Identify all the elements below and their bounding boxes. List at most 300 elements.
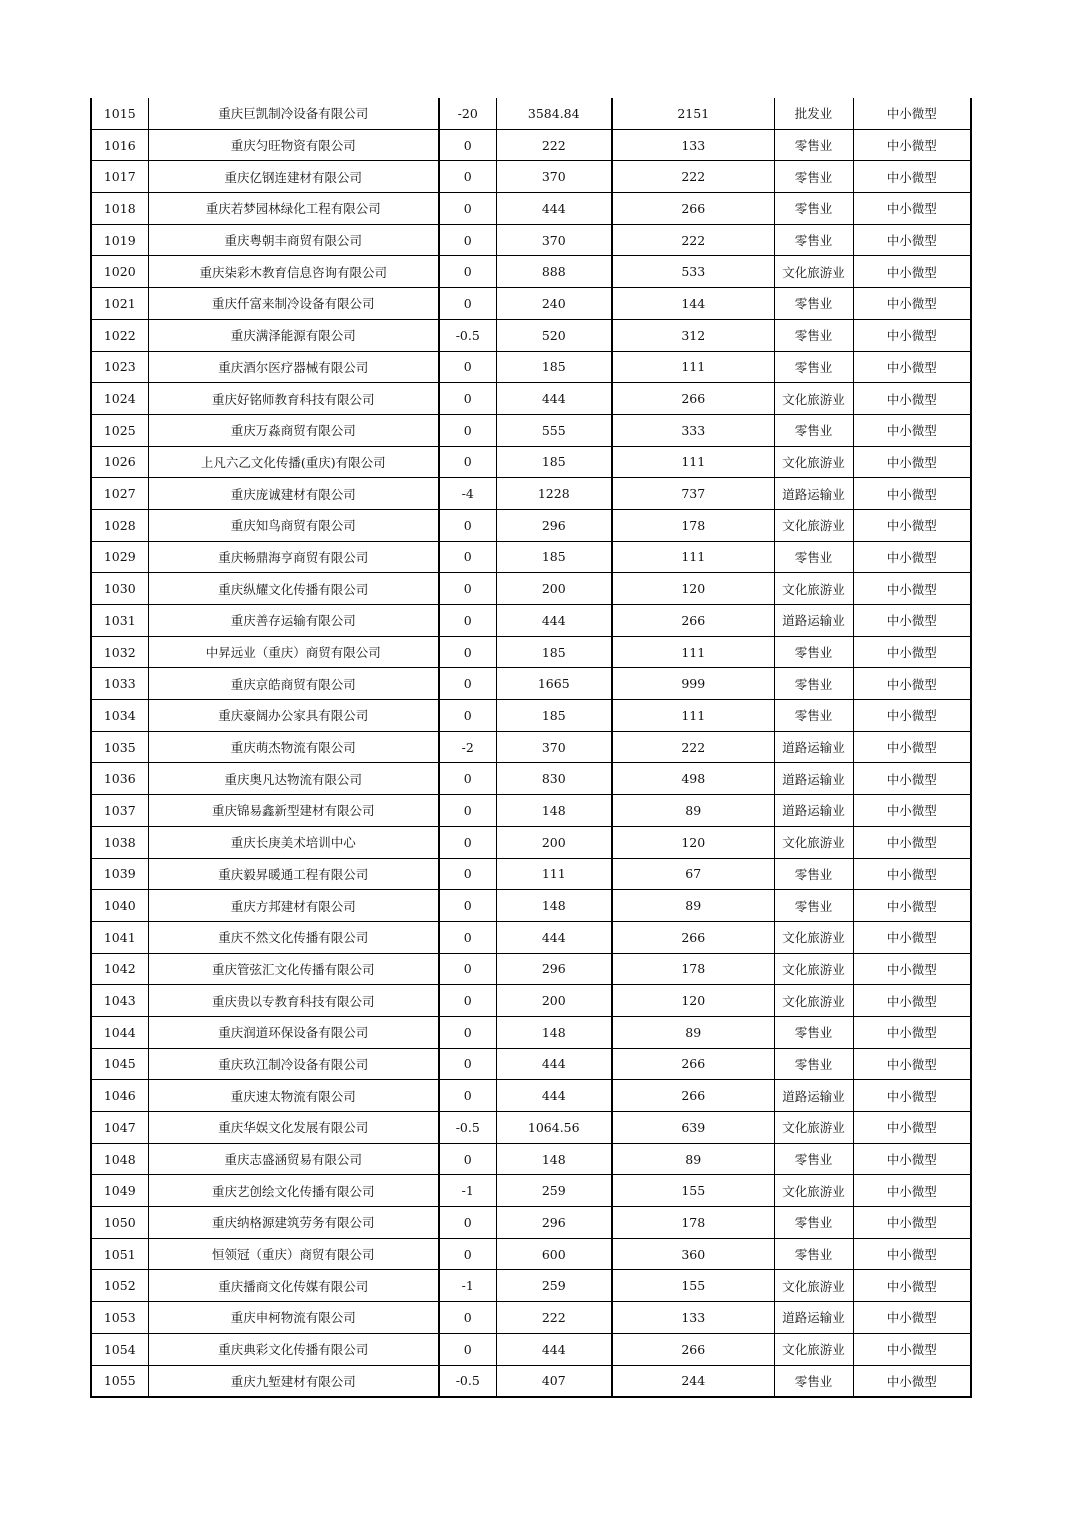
industry-cell: 零售业: [774, 636, 853, 668]
adjustment-value-cell: 0: [439, 921, 496, 953]
table-row: [91, 668, 971, 700]
row-number-cell: 1037: [91, 795, 148, 827]
row-number-cell: 1040: [91, 890, 148, 922]
amount-cell: 888: [496, 256, 612, 288]
amount-cell: 444: [496, 921, 612, 953]
table-row: [91, 161, 971, 193]
row-number-cell: 1044: [91, 1016, 148, 1048]
row-number-cell: 1027: [91, 478, 148, 510]
adjustment-value-cell: -0.5: [439, 1112, 496, 1144]
industry-cell: 文化旅游业: [774, 256, 853, 288]
adjustment-value-cell: 0: [439, 763, 496, 795]
enterprise-table: [90, 98, 972, 1398]
amount-cell: 200: [496, 573, 612, 605]
adjustment-value-cell: 0: [439, 383, 496, 415]
company-name-cell: 上凡六乙文化传播(重庆)有限公司: [148, 446, 439, 478]
enterprise-size-cell: 中小微型: [853, 288, 971, 320]
enterprise-size-cell: 中小微型: [853, 1270, 971, 1302]
subsidy-value-cell: 737: [612, 478, 774, 510]
row-number-cell: 1046: [91, 1080, 148, 1112]
subsidy-value-cell: 178: [612, 509, 774, 541]
company-name-cell: 重庆播商文化传媒有限公司: [148, 1270, 439, 1302]
table-row: [91, 1016, 971, 1048]
amount-cell: 444: [496, 193, 612, 225]
industry-cell: 零售业: [774, 541, 853, 573]
adjustment-value-cell: -1: [439, 1175, 496, 1207]
amount-cell: 222: [496, 1302, 612, 1334]
amount-cell: 830: [496, 763, 612, 795]
subsidy-value-cell: 999: [612, 668, 774, 700]
enterprise-size-cell: 中小微型: [853, 795, 971, 827]
table-row: [91, 129, 971, 161]
subsidy-value-cell: 155: [612, 1175, 774, 1207]
table-row: [91, 256, 971, 288]
amount-cell: 370: [496, 161, 612, 193]
table-row: [91, 890, 971, 922]
adjustment-value-cell: -4: [439, 478, 496, 510]
enterprise-size-cell: 中小微型: [853, 351, 971, 383]
adjustment-value-cell: 0: [439, 1207, 496, 1239]
row-number-cell: 1051: [91, 1238, 148, 1270]
row-number-cell: 1039: [91, 858, 148, 890]
subsidy-value-cell: 120: [612, 826, 774, 858]
row-number-cell: 1024: [91, 383, 148, 415]
industry-cell: 零售业: [774, 1048, 853, 1080]
company-name-cell: 重庆善存运输有限公司: [148, 605, 439, 637]
adjustment-value-cell: 0: [439, 541, 496, 573]
company-name-cell: 重庆巨凯制冷设备有限公司: [148, 98, 439, 129]
subsidy-value-cell: 133: [612, 129, 774, 161]
enterprise-size-cell: 中小微型: [853, 256, 971, 288]
amount-cell: 148: [496, 1016, 612, 1048]
company-name-cell: 重庆速太物流有限公司: [148, 1080, 439, 1112]
row-number-cell: 1047: [91, 1112, 148, 1144]
industry-cell: 零售业: [774, 858, 853, 890]
amount-cell: 185: [496, 700, 612, 732]
company-name-cell: 重庆好铭师教育科技有限公司: [148, 383, 439, 415]
table-row: [91, 193, 971, 225]
table-row: [91, 1238, 971, 1270]
amount-cell: 296: [496, 509, 612, 541]
adjustment-value-cell: 0: [439, 1238, 496, 1270]
enterprise-size-cell: 中小微型: [853, 224, 971, 256]
subsidy-value-cell: 533: [612, 256, 774, 288]
industry-cell: 文化旅游业: [774, 1270, 853, 1302]
adjustment-value-cell: 0: [439, 129, 496, 161]
industry-cell: 文化旅游业: [774, 921, 853, 953]
row-number-cell: 1020: [91, 256, 148, 288]
amount-cell: 296: [496, 953, 612, 985]
row-number-cell: 1035: [91, 731, 148, 763]
table-row: [91, 1333, 971, 1365]
subsidy-value-cell: 266: [612, 383, 774, 415]
amount-cell: 1228: [496, 478, 612, 510]
table-row: [91, 224, 971, 256]
amount-cell: 200: [496, 985, 612, 1017]
adjustment-value-cell: 0: [439, 826, 496, 858]
amount-cell: 1665: [496, 668, 612, 700]
table-row: [91, 383, 971, 415]
enterprise-size-cell: 中小微型: [853, 193, 971, 225]
adjustment-value-cell: 0: [439, 414, 496, 446]
row-number-cell: 1025: [91, 414, 148, 446]
enterprise-size-cell: 中小微型: [853, 383, 971, 415]
company-name-cell: 重庆方邦建材有限公司: [148, 890, 439, 922]
company-name-cell: 重庆不然文化传播有限公司: [148, 921, 439, 953]
subsidy-value-cell: 498: [612, 763, 774, 795]
table-row: [91, 446, 971, 478]
row-number-cell: 1034: [91, 700, 148, 732]
row-number-cell: 1022: [91, 319, 148, 351]
industry-cell: 零售业: [774, 890, 853, 922]
amount-cell: 3584.84: [496, 98, 612, 129]
amount-cell: 185: [496, 351, 612, 383]
subsidy-value-cell: 266: [612, 921, 774, 953]
adjustment-value-cell: -20: [439, 98, 496, 129]
row-number-cell: 1042: [91, 953, 148, 985]
row-number-cell: 1015: [91, 98, 148, 129]
amount-cell: 148: [496, 1143, 612, 1175]
enterprise-size-cell: 中小微型: [853, 1048, 971, 1080]
adjustment-value-cell: 0: [439, 446, 496, 478]
company-name-cell: 恒领冠（重庆）商贸有限公司: [148, 1238, 439, 1270]
subsidy-value-cell: 111: [612, 541, 774, 573]
adjustment-value-cell: 0: [439, 224, 496, 256]
row-number-cell: 1026: [91, 446, 148, 478]
row-number-cell: 1053: [91, 1302, 148, 1334]
table-row: [91, 1080, 971, 1112]
table-row: [91, 953, 971, 985]
adjustment-value-cell: 0: [439, 858, 496, 890]
industry-cell: 文化旅游业: [774, 573, 853, 605]
row-number-cell: 1049: [91, 1175, 148, 1207]
amount-cell: 259: [496, 1175, 612, 1207]
table-row: [91, 700, 971, 732]
industry-cell: 文化旅游业: [774, 826, 853, 858]
adjustment-value-cell: -1: [439, 1270, 496, 1302]
table-row: [91, 351, 971, 383]
company-name-cell: 重庆贵以专教育科技有限公司: [148, 985, 439, 1017]
company-name-cell: 重庆玖江制冷设备有限公司: [148, 1048, 439, 1080]
table-row: [91, 98, 971, 129]
industry-cell: 道路运输业: [774, 795, 853, 827]
enterprise-size-cell: 中小微型: [853, 541, 971, 573]
subsidy-value-cell: 266: [612, 1080, 774, 1112]
industry-cell: 批发业: [774, 98, 853, 129]
enterprise-size-cell: 中小微型: [853, 98, 971, 129]
industry-cell: 零售业: [774, 700, 853, 732]
enterprise-size-cell: 中小微型: [853, 1333, 971, 1365]
amount-cell: 407: [496, 1365, 612, 1397]
amount-cell: 370: [496, 731, 612, 763]
adjustment-value-cell: 0: [439, 668, 496, 700]
row-number-cell: 1030: [91, 573, 148, 605]
company-name-cell: 重庆畅鼎海亨商贸有限公司: [148, 541, 439, 573]
subsidy-value-cell: 144: [612, 288, 774, 320]
company-name-cell: 重庆华娱文化发展有限公司: [148, 1112, 439, 1144]
table-body: [91, 98, 971, 1397]
row-number-cell: 1038: [91, 826, 148, 858]
company-name-cell: 重庆粤朝丰商贸有限公司: [148, 224, 439, 256]
row-number-cell: 1023: [91, 351, 148, 383]
enterprise-size-cell: 中小微型: [853, 161, 971, 193]
subsidy-value-cell: 89: [612, 890, 774, 922]
row-number-cell: 1054: [91, 1333, 148, 1365]
adjustment-value-cell: -0.5: [439, 319, 496, 351]
table-row: [91, 1270, 971, 1302]
company-name-cell: 重庆九堑建材有限公司: [148, 1365, 439, 1397]
row-number-cell: 1021: [91, 288, 148, 320]
row-number-cell: 1017: [91, 161, 148, 193]
industry-cell: 零售业: [774, 288, 853, 320]
company-name-cell: 重庆万淼商贸有限公司: [148, 414, 439, 446]
table-row: [91, 414, 971, 446]
row-number-cell: 1041: [91, 921, 148, 953]
subsidy-value-cell: 67: [612, 858, 774, 890]
industry-cell: 文化旅游业: [774, 509, 853, 541]
industry-cell: 文化旅游业: [774, 1112, 853, 1144]
row-number-cell: 1031: [91, 605, 148, 637]
amount-cell: 555: [496, 414, 612, 446]
row-number-cell: 1028: [91, 509, 148, 541]
adjustment-value-cell: 0: [439, 1048, 496, 1080]
amount-cell: 185: [496, 636, 612, 668]
enterprise-size-cell: 中小微型: [853, 478, 971, 510]
table-row: [91, 1365, 971, 1397]
table-row: [91, 731, 971, 763]
table-row: [91, 858, 971, 890]
company-name-cell: 中昇远业（重庆）商贸有限公司: [148, 636, 439, 668]
company-name-cell: 重庆仟富来制冷设备有限公司: [148, 288, 439, 320]
adjustment-value-cell: 0: [439, 1333, 496, 1365]
enterprise-size-cell: 中小微型: [853, 826, 971, 858]
company-name-cell: 重庆纵耀文化传播有限公司: [148, 573, 439, 605]
enterprise-size-cell: 中小微型: [853, 509, 971, 541]
industry-cell: 文化旅游业: [774, 383, 853, 415]
adjustment-value-cell: 0: [439, 605, 496, 637]
company-name-cell: 重庆申柯物流有限公司: [148, 1302, 439, 1334]
enterprise-size-cell: 中小微型: [853, 921, 971, 953]
table-row: [91, 763, 971, 795]
industry-cell: 文化旅游业: [774, 1333, 853, 1365]
subsidy-value-cell: 266: [612, 1048, 774, 1080]
subsidy-value-cell: 266: [612, 193, 774, 225]
company-name-cell: 重庆奥凡达物流有限公司: [148, 763, 439, 795]
amount-cell: 444: [496, 605, 612, 637]
subsidy-value-cell: 133: [612, 1302, 774, 1334]
enterprise-size-cell: 中小微型: [853, 890, 971, 922]
row-number-cell: 1018: [91, 193, 148, 225]
row-number-cell: 1050: [91, 1207, 148, 1239]
company-name-cell: 重庆毅昇暖通工程有限公司: [148, 858, 439, 890]
subsidy-value-cell: 178: [612, 953, 774, 985]
subsidy-value-cell: 111: [612, 351, 774, 383]
subsidy-value-cell: 266: [612, 605, 774, 637]
industry-cell: 零售业: [774, 129, 853, 161]
enterprise-size-cell: 中小微型: [853, 953, 971, 985]
company-name-cell: 重庆长庚美术培训中心: [148, 826, 439, 858]
adjustment-value-cell: 0: [439, 351, 496, 383]
enterprise-size-cell: 中小微型: [853, 1238, 971, 1270]
amount-cell: 111: [496, 858, 612, 890]
amount-cell: 200: [496, 826, 612, 858]
industry-cell: 零售业: [774, 414, 853, 446]
amount-cell: 185: [496, 541, 612, 573]
industry-cell: 文化旅游业: [774, 953, 853, 985]
industry-cell: 零售业: [774, 319, 853, 351]
industry-cell: 道路运输业: [774, 1080, 853, 1112]
industry-cell: 零售业: [774, 224, 853, 256]
amount-cell: 296: [496, 1207, 612, 1239]
adjustment-value-cell: 0: [439, 985, 496, 1017]
amount-cell: 148: [496, 795, 612, 827]
adjustment-value-cell: -2: [439, 731, 496, 763]
row-number-cell: 1045: [91, 1048, 148, 1080]
enterprise-size-cell: 中小微型: [853, 1016, 971, 1048]
adjustment-value-cell: -0.5: [439, 1365, 496, 1397]
subsidy-value-cell: 120: [612, 985, 774, 1017]
subsidy-value-cell: 155: [612, 1270, 774, 1302]
table-row: [91, 288, 971, 320]
subsidy-value-cell: 89: [612, 1016, 774, 1048]
table-row: [91, 1175, 971, 1207]
company-name-cell: 重庆亿钢连建材有限公司: [148, 161, 439, 193]
adjustment-value-cell: 0: [439, 1080, 496, 1112]
table-row: [91, 541, 971, 573]
enterprise-size-cell: 中小微型: [853, 129, 971, 161]
enterprise-size-cell: 中小微型: [853, 700, 971, 732]
company-name-cell: 重庆满泽能源有限公司: [148, 319, 439, 351]
enterprise-size-cell: 中小微型: [853, 858, 971, 890]
enterprise-size-cell: 中小微型: [853, 763, 971, 795]
industry-cell: 道路运输业: [774, 478, 853, 510]
enterprise-size-cell: 中小微型: [853, 414, 971, 446]
table-row: [91, 509, 971, 541]
table-row: [91, 921, 971, 953]
table-row: [91, 573, 971, 605]
row-number-cell: 1036: [91, 763, 148, 795]
subsidy-value-cell: 244: [612, 1365, 774, 1397]
table-row: [91, 1112, 971, 1144]
company-name-cell: 重庆志盛涵贸易有限公司: [148, 1143, 439, 1175]
row-number-cell: 1019: [91, 224, 148, 256]
subsidy-value-cell: 89: [612, 795, 774, 827]
amount-cell: 444: [496, 1333, 612, 1365]
enterprise-size-cell: 中小微型: [853, 446, 971, 478]
enterprise-size-cell: 中小微型: [853, 1112, 971, 1144]
company-name-cell: 重庆庞诚建材有限公司: [148, 478, 439, 510]
amount-cell: 444: [496, 1048, 612, 1080]
enterprise-size-cell: 中小微型: [853, 985, 971, 1017]
industry-cell: 道路运输业: [774, 731, 853, 763]
amount-cell: 520: [496, 319, 612, 351]
company-name-cell: 重庆典彩文化传播有限公司: [148, 1333, 439, 1365]
adjustment-value-cell: 0: [439, 1016, 496, 1048]
industry-cell: 零售业: [774, 1238, 853, 1270]
amount-cell: 222: [496, 129, 612, 161]
adjustment-value-cell: 0: [439, 636, 496, 668]
amount-cell: 444: [496, 383, 612, 415]
industry-cell: 零售业: [774, 1207, 853, 1239]
table-row: [91, 636, 971, 668]
subsidy-value-cell: 222: [612, 161, 774, 193]
subsidy-value-cell: 111: [612, 446, 774, 478]
enterprise-size-cell: 中小微型: [853, 1080, 971, 1112]
industry-cell: 文化旅游业: [774, 1175, 853, 1207]
amount-cell: 148: [496, 890, 612, 922]
industry-cell: 零售业: [774, 161, 853, 193]
table-row: [91, 478, 971, 510]
company-name-cell: 重庆纳格源建筑劳务有限公司: [148, 1207, 439, 1239]
adjustment-value-cell: 0: [439, 193, 496, 225]
industry-cell: 零售业: [774, 1016, 853, 1048]
enterprise-size-cell: 中小微型: [853, 1143, 971, 1175]
subsidy-value-cell: 178: [612, 1207, 774, 1239]
adjustment-value-cell: 0: [439, 953, 496, 985]
enterprise-size-cell: 中小微型: [853, 1175, 971, 1207]
row-number-cell: 1055: [91, 1365, 148, 1397]
industry-cell: 文化旅游业: [774, 446, 853, 478]
subsidy-value-cell: 2151: [612, 98, 774, 129]
table-row: [91, 795, 971, 827]
company-name-cell: 重庆若梦园林绿化工程有限公司: [148, 193, 439, 225]
subsidy-value-cell: 111: [612, 700, 774, 732]
industry-cell: 道路运输业: [774, 1302, 853, 1334]
table-row: [91, 1048, 971, 1080]
enterprise-size-cell: 中小微型: [853, 1207, 971, 1239]
amount-cell: 1064.56: [496, 1112, 612, 1144]
adjustment-value-cell: 0: [439, 509, 496, 541]
subsidy-value-cell: 222: [612, 224, 774, 256]
subsidy-value-cell: 111: [612, 636, 774, 668]
industry-cell: 文化旅游业: [774, 985, 853, 1017]
subsidy-value-cell: 333: [612, 414, 774, 446]
subsidy-value-cell: 120: [612, 573, 774, 605]
adjustment-value-cell: 0: [439, 795, 496, 827]
company-name-cell: 重庆柒彩木教育信息咨询有限公司: [148, 256, 439, 288]
amount-cell: 259: [496, 1270, 612, 1302]
enterprise-size-cell: 中小微型: [853, 605, 971, 637]
enterprise-size-cell: 中小微型: [853, 319, 971, 351]
company-name-cell: 重庆知鸟商贸有限公司: [148, 509, 439, 541]
adjustment-value-cell: 0: [439, 1143, 496, 1175]
table-row: [91, 1302, 971, 1334]
subsidy-value-cell: 360: [612, 1238, 774, 1270]
subsidy-value-cell: 266: [612, 1333, 774, 1365]
subsidy-value-cell: 222: [612, 731, 774, 763]
adjustment-value-cell: 0: [439, 1302, 496, 1334]
adjustment-value-cell: 0: [439, 161, 496, 193]
table-row: [91, 1207, 971, 1239]
company-name-cell: 重庆萌杰物流有限公司: [148, 731, 439, 763]
adjustment-value-cell: 0: [439, 700, 496, 732]
row-number-cell: 1052: [91, 1270, 148, 1302]
company-name-cell: 重庆京皓商贸有限公司: [148, 668, 439, 700]
subsidy-value-cell: 312: [612, 319, 774, 351]
company-name-cell: 重庆锦易鑫新型建材有限公司: [148, 795, 439, 827]
row-number-cell: 1048: [91, 1143, 148, 1175]
amount-cell: 600: [496, 1238, 612, 1270]
row-number-cell: 1032: [91, 636, 148, 668]
adjustment-value-cell: 0: [439, 890, 496, 922]
amount-cell: 240: [496, 288, 612, 320]
row-number-cell: 1043: [91, 985, 148, 1017]
enterprise-size-cell: 中小微型: [853, 636, 971, 668]
company-name-cell: 重庆豪阔办公家具有限公司: [148, 700, 439, 732]
table-row: [91, 605, 971, 637]
industry-cell: 道路运输业: [774, 763, 853, 795]
table-row: [91, 826, 971, 858]
